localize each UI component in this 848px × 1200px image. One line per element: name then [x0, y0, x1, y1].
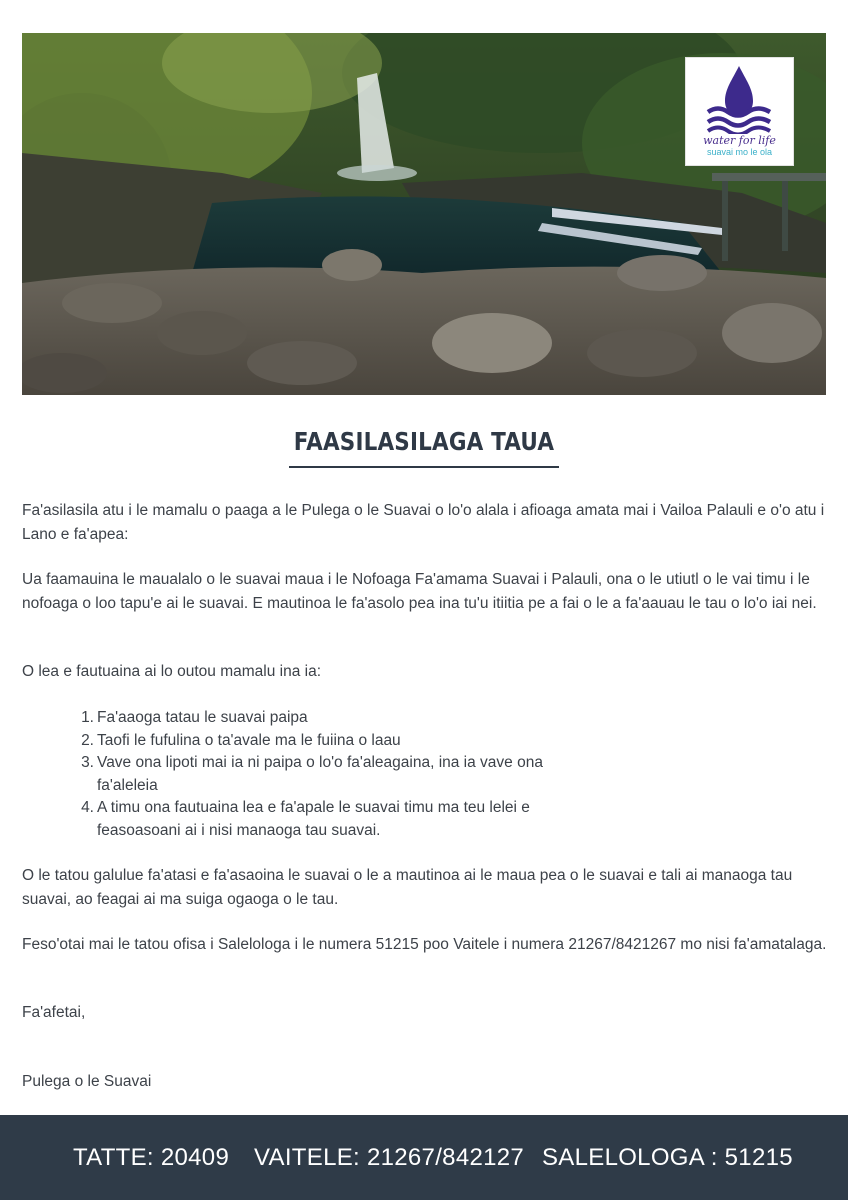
list-text: Fa'aaoga tatau le suavai paipa — [97, 709, 308, 726]
list-number: 1. — [81, 709, 94, 726]
cooperation-paragraph: O le tatou galulue fa'atasi e fa'asaoina le suavai o le a mautinoa ai le maua pea o le suavai e tali ai manaoga tau suavai, ao feagai ai ma suiga ogaoga o le tau. — [22, 867, 793, 908]
list-item — [72, 752, 550, 797]
list-number: 3. — [81, 754, 94, 771]
title-underline — [289, 466, 559, 468]
logo-tagline: water for life — [703, 134, 776, 147]
list-number: 2. — [81, 731, 94, 749]
page-title: FAASILASILAGA TAUA — [293, 427, 555, 456]
closing-text: Fa'afetai, — [22, 1004, 86, 1021]
salelologa-phone: SALELOLOGA : 51215 — [542, 1144, 793, 1171]
list-item — [72, 730, 572, 753]
signature: Pulega o le Suavai — [22, 1073, 152, 1090]
advice-intro: O lea e fautuaina ai lo outou mamalu ina ia: — [22, 663, 321, 680]
list-item — [72, 707, 572, 730]
vaitele-phone: VAITELE: 21267/842127 — [254, 1144, 525, 1171]
contact-footer — [0, 1115, 848, 1200]
list-text: A timu ona fautuaina lea e fa'apale le suavai timu ma teu lelei e feasoasoani ai i nisi manaoga tau suavai. — [97, 799, 530, 839]
contact-paragraph: Feso'otai mai le tatou ofisa i Salelologa i le numera 51215 poo Vaitele i numera 21267/8421267 mo nisi fa'amatalaga. — [22, 936, 827, 953]
water-drop-icon — [706, 64, 772, 134]
intro-paragraph: Fa'asilasila atu i le mamalu o paaga a le Pulega o le Suavai o lo'o alala i afioaga amata mai i Vailoa Palauli e o'o atu i Lano e fa'apea: — [22, 502, 825, 543]
advice-list — [72, 707, 572, 842]
water-for-life-logo — [685, 57, 794, 166]
list-item — [72, 797, 542, 842]
list-text: Taofi le fufulina o ta'avale ma le fuiina o laau — [97, 731, 401, 749]
logo-subtagline: suavai mo le ola — [706, 147, 773, 157]
list-text: Vave ona lipoti mai ia ni paipa o lo'o fa'aleagaina, ina ia vave ona fa'aleleia — [97, 754, 543, 794]
tatte-phone: TATTE: 20409 — [73, 1144, 230, 1171]
list-number: 4. — [81, 799, 94, 816]
notice-paragraph: Ua faamauina le maualalo o le suavai maua i le Nofoaga Fa'amama Suavai i Palauli, ona o le utiutl o le vai timu i le nofoaga o loo tapu'e ai le suavai. E mautinoa le fa'asolo pea ina tu'u itiitia pe a fai o le a fa'aauau le tau o lo'o iai nei. — [22, 571, 817, 612]
